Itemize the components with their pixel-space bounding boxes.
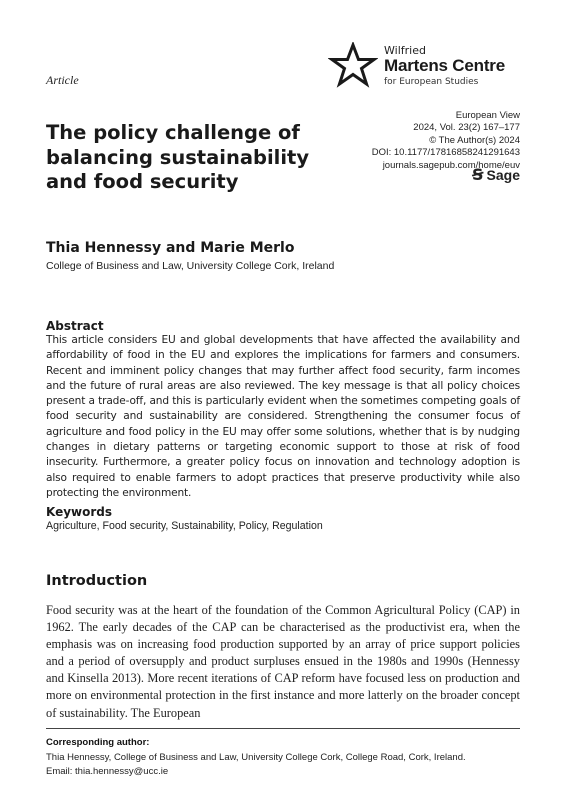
corresponding-author-address: Thia Hennessy, College of Business and Law, University College Cork, College Road, Cork, Ireland. (46, 752, 466, 763)
author-names: Thia Hennessy and Marie Merlo (46, 240, 295, 256)
journal-name: European View (455, 110, 520, 121)
abstract-heading: Abstract (46, 319, 104, 333)
sage-logo (472, 165, 520, 184)
introduction-heading: Introduction (46, 573, 148, 589)
sage-s-icon: Ꞩ (472, 165, 484, 184)
journal-metadata (372, 110, 520, 172)
corresponding-author-email[interactable]: Email: thia.hennessy@ucc.ie (46, 766, 169, 777)
publisher-logo (328, 42, 528, 90)
footnote-divider (46, 728, 520, 729)
journal-url[interactable]: journals.sagepub.com/home/euv (382, 159, 520, 171)
article-type-label: Article (46, 73, 79, 87)
sage-label: Sage (486, 166, 520, 183)
copyright-line: © The Author(s) 2024 (429, 134, 520, 146)
journal-volume: 2024, Vol. 23(2) 167–177 (413, 122, 520, 134)
author-affiliation: College of Business and Law, University College Cork, Ireland (46, 260, 335, 272)
abstract-text: This article considers EU and global developments that have affected the availability and affordability of food in the EU and explores the implications for farmers and consumers. Recent and imminent policy changes that may further affect food security, farm incomes and the future of rural areas are also reviewed. The key message is that all policy choices present a trade-off, and this is particularly evident when the sometimes competing goals of food security and sustainability are considered. Strengthening the consumer focus of agriculture and food policy in the EU may offer some solutions, whether that is by nudging changes in dietary patterns or targeting economic support to those at risk of food insecurity. Furthermore, a greater policy focus on innovation and technology adoption is also required to enable farmers to adopt practices that preserve productivity while also protecting the environment. (46, 334, 520, 499)
logo-line-2: Martens Centre (384, 56, 505, 75)
article-title: The policy challenge of balancing sustainability and food security (46, 121, 310, 193)
introduction-text: Food security was at the heart of the foundation of the Common Agricultural Policy (CAP) in 1962. The early decades of the CAP can be characterised as the productivist era, when the emphasis was on increasing food production supported by an array of price support policies and a period of oversupply and product surpluses ensued in the 1980s and 1990s (Hennessy and Kinsella 2013). More recent iterations of CAP reform have focused less on production and more on environmental protection in the first instance and more latterly on the broader concept of sustainability. The European (46, 603, 520, 720)
keywords-heading: Keywords (46, 505, 113, 519)
logo-line-3: for European Studies (384, 77, 479, 87)
keywords-text: Agriculture, Food security, Sustainability, Policy, Regulation (46, 520, 323, 532)
logo-line-1: Wilfried (384, 44, 426, 57)
corresponding-author-heading: Corresponding author: (46, 737, 150, 748)
doi-line[interactable]: DOI: 10.1177/17816858241291643 (371, 147, 520, 159)
star-outline-icon (328, 42, 378, 88)
